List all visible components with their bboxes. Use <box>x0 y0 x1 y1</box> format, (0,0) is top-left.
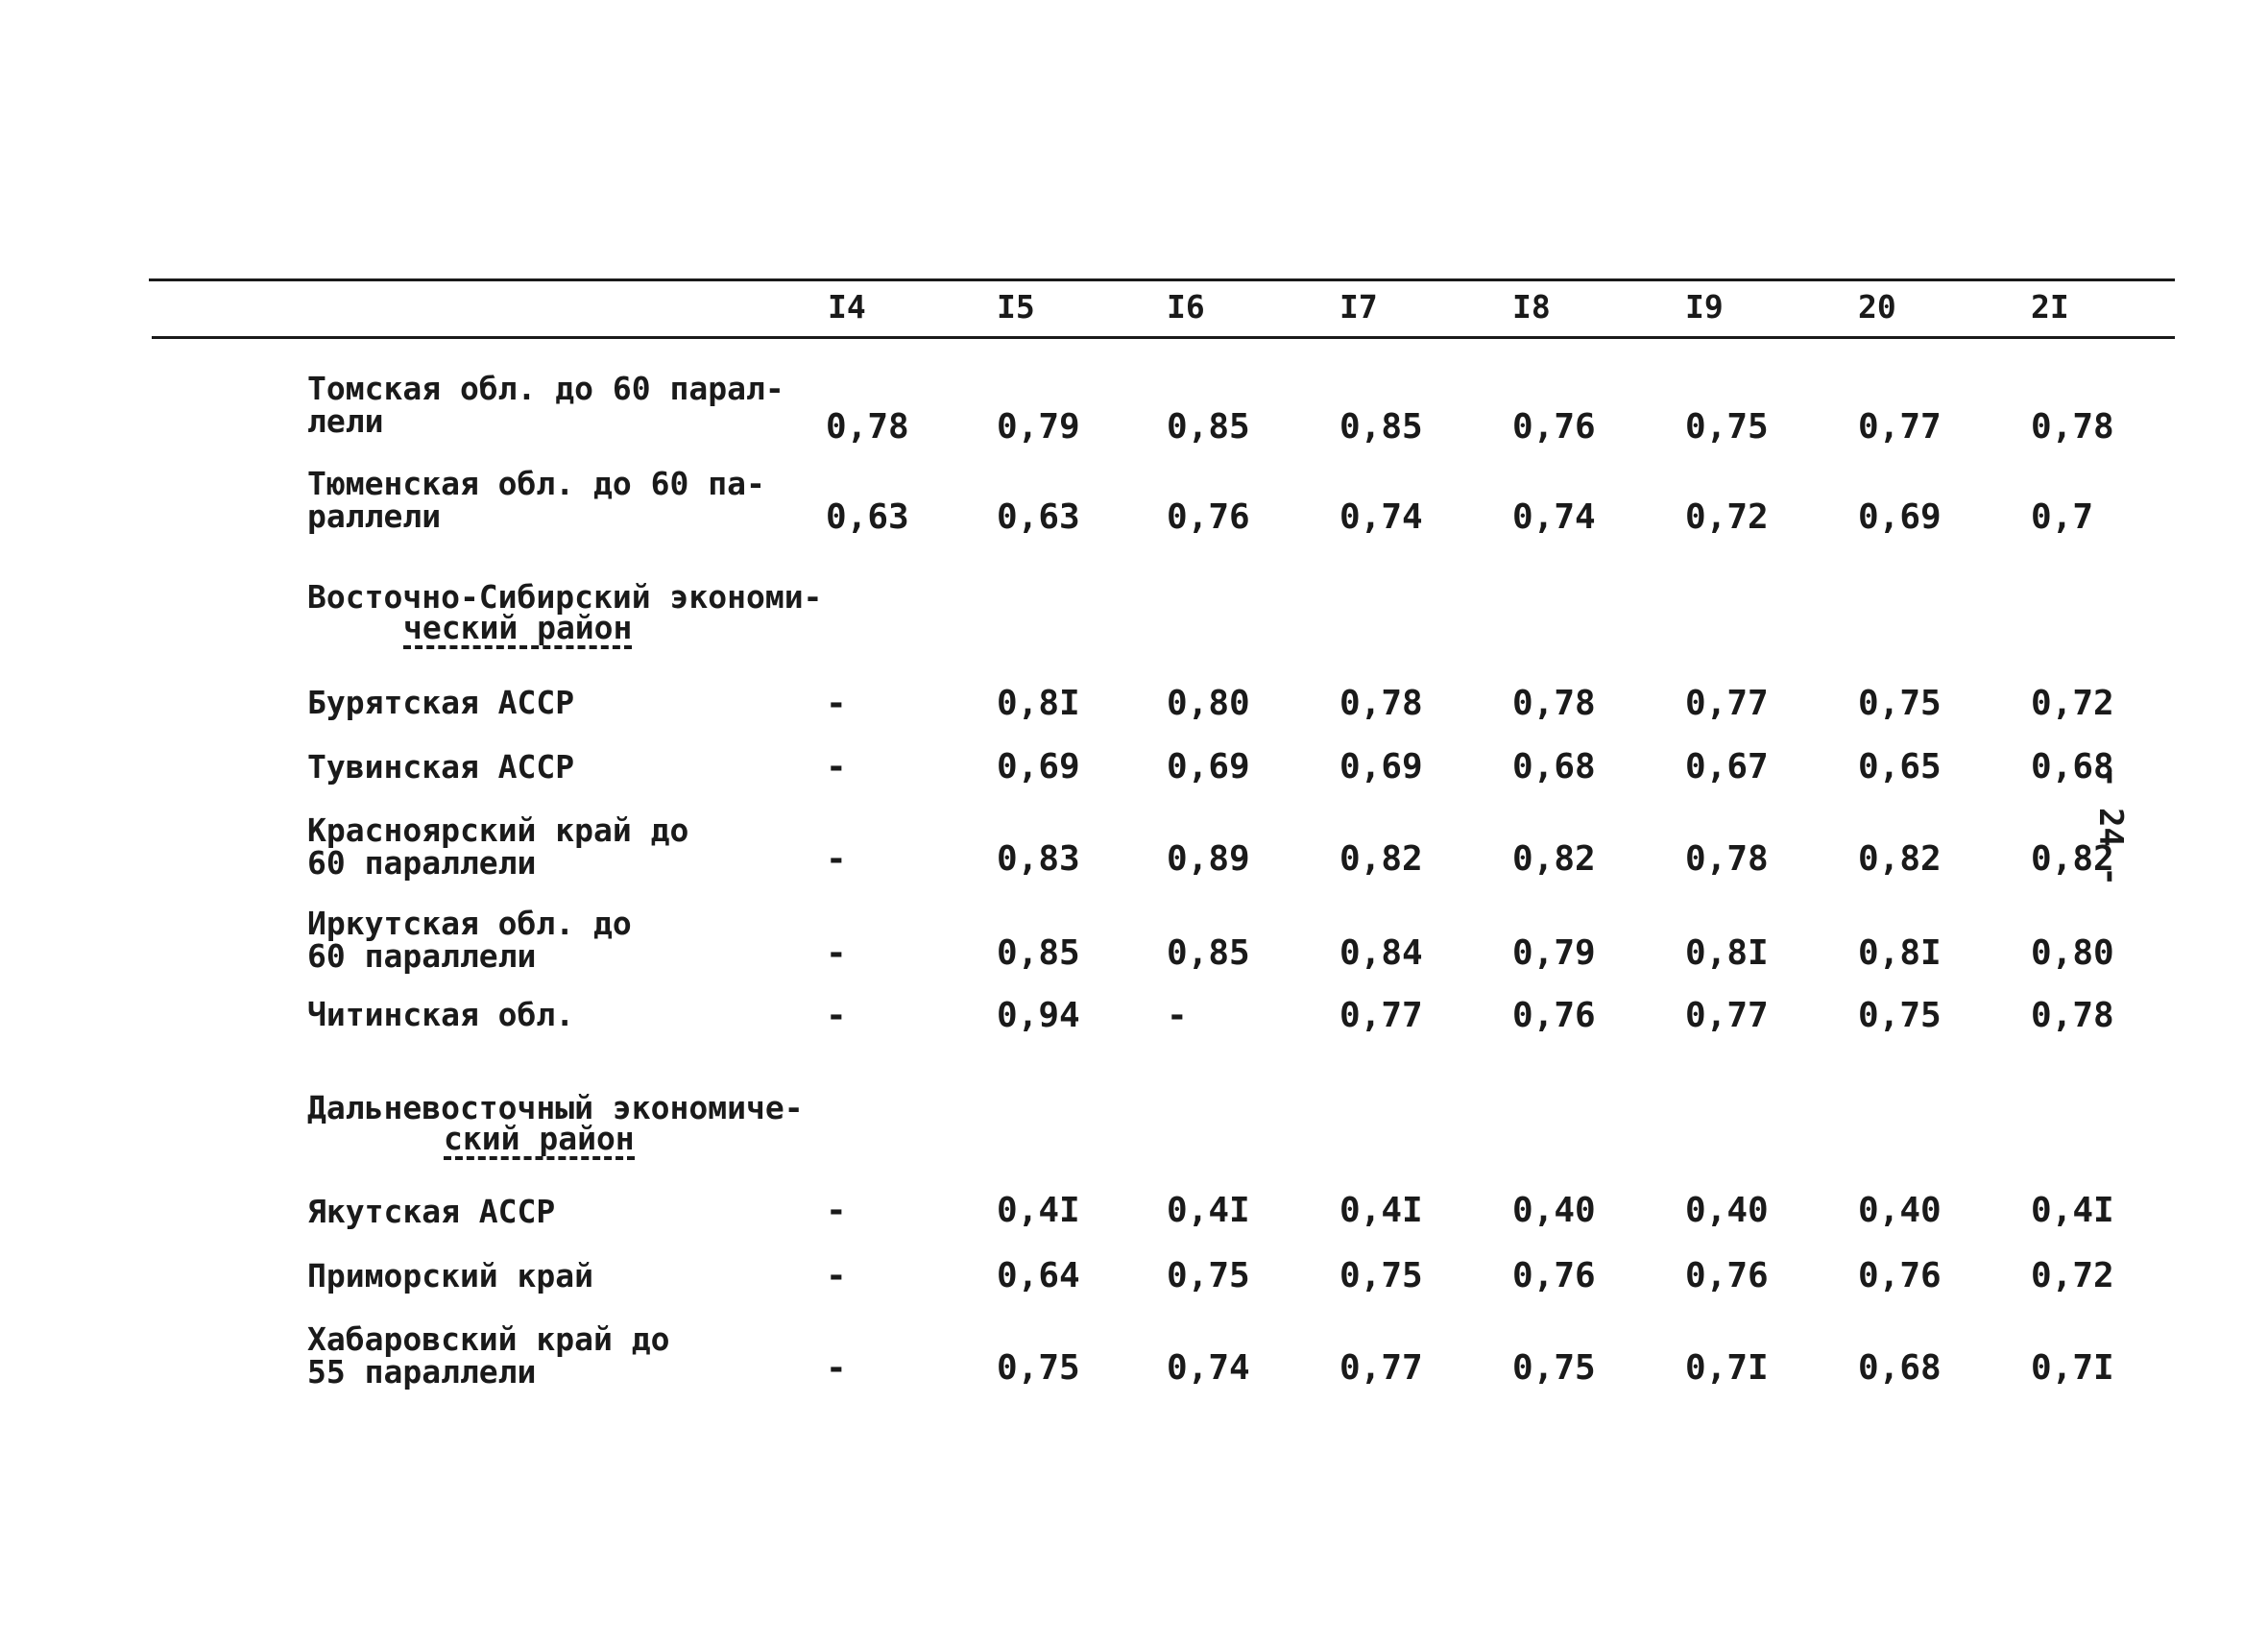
table-cell: 0,76 <box>1512 407 1596 447</box>
table-cell: 0,72 <box>2031 1256 2114 1295</box>
table-cell: - <box>826 684 847 723</box>
table-cell: 0,69 <box>1339 747 1423 786</box>
table-cell: - <box>826 1191 847 1230</box>
row-label: Якутская АССР <box>307 1193 556 1230</box>
table-cell: - <box>826 747 847 786</box>
row-label: Бурятская АССР <box>307 684 575 721</box>
table-cell: 0,7I <box>1685 1348 1769 1388</box>
table-cell: 0,75 <box>1339 1256 1423 1295</box>
row-label: Хабаровский край до 55 параллели <box>307 1320 670 1391</box>
table-cell: 0,78 <box>2031 996 2114 1035</box>
table-cell: 0,74 <box>1339 497 1423 537</box>
table-cell: 0,78 <box>1685 839 1769 879</box>
table-cell: 0,82 <box>2031 839 2114 879</box>
table-cell: 0,76 <box>1685 1256 1769 1295</box>
table-cell: 0,76 <box>1167 497 1250 537</box>
table-cell: 0,40 <box>1512 1191 1596 1230</box>
table-cell: 0,82 <box>1339 839 1423 879</box>
table-cell: 0,77 <box>1339 996 1423 1035</box>
section-heading: Дальневосточный экономиче- ский район <box>307 1093 804 1160</box>
table-cell: 0,4I <box>2031 1191 2114 1230</box>
table-cell: 0,72 <box>2031 684 2114 723</box>
table-cell: 0,40 <box>1685 1191 1769 1230</box>
table-cell: 0,77 <box>1685 996 1769 1035</box>
table-cell: 0,75 <box>1858 684 1942 723</box>
table-cell: 0,76 <box>1512 996 1596 1035</box>
table-cell: 0,76 <box>1858 1256 1942 1295</box>
table-cell: 0,80 <box>1167 684 1250 723</box>
table-cell: 0,77 <box>1339 1348 1423 1388</box>
table-cell: 0,68 <box>1858 1348 1942 1388</box>
table-cell: 0,69 <box>1858 497 1942 537</box>
table-cell: 0,75 <box>1858 996 1942 1035</box>
table-cell: 0,82 <box>1512 839 1596 879</box>
table-cell: 0,63 <box>997 497 1080 537</box>
column-header: I8 <box>1512 288 1551 326</box>
table-cell: 0,78 <box>826 407 909 447</box>
table-cell: 0,79 <box>997 407 1080 447</box>
table-cell: 0,84 <box>1339 933 1423 973</box>
table-cell: 0,7I <box>2031 1348 2114 1388</box>
table-cell: 0,77 <box>1685 684 1769 723</box>
table-cell: 0,78 <box>1339 684 1423 723</box>
row-label: Тувинская АССР <box>307 748 575 786</box>
table-cell: 0,69 <box>997 747 1080 786</box>
table-cell: 0,64 <box>997 1256 1080 1295</box>
table-cell: - <box>826 839 847 879</box>
table-cell: 0,77 <box>1858 407 1942 447</box>
column-header: I9 <box>1685 288 1724 326</box>
table-cell: 0,75 <box>1167 1256 1250 1295</box>
table-cell: 0,94 <box>997 996 1080 1035</box>
table-cell: 0,75 <box>1685 407 1769 447</box>
column-header: I6 <box>1167 288 1205 326</box>
section-heading: Восточно-Сибирский экономи- ческий район <box>307 582 822 649</box>
table-cell: 0,4I <box>1167 1191 1250 1230</box>
table-header-rule <box>152 336 2175 339</box>
table-cell: 0,65 <box>1858 747 1942 786</box>
table-cell: 0,68 <box>1512 747 1596 786</box>
table-cell: 0,8I <box>1685 933 1769 973</box>
row-label: Иркутская обл. до 60 параллели <box>307 905 632 975</box>
table-cell: 0,7 <box>2031 497 2094 537</box>
table-cell: 0,75 <box>1512 1348 1596 1388</box>
table-cell: 0,4I <box>997 1191 1080 1230</box>
table-cell: 0,75 <box>997 1348 1080 1388</box>
table-cell: 0,68 <box>2031 747 2114 786</box>
table-cell: 0,4I <box>1339 1191 1423 1230</box>
column-header: 20 <box>1858 288 1896 326</box>
table-cell: 0,40 <box>1858 1191 1942 1230</box>
row-label: Приморский край <box>307 1257 594 1294</box>
column-header: I4 <box>828 288 866 326</box>
table-cell: 0,8I <box>997 684 1080 723</box>
table-cell: 0,85 <box>1167 407 1250 447</box>
table-cell: 0,74 <box>1167 1348 1250 1388</box>
table-cell: 0,74 <box>1512 497 1596 537</box>
column-header: I7 <box>1339 288 1378 326</box>
row-label: Томская обл. до 60 парал- лели <box>307 370 784 440</box>
table-cell: 0,89 <box>1167 839 1250 879</box>
table-cell: 0,78 <box>1512 684 1596 723</box>
table-cell: - <box>826 996 847 1035</box>
table-cell: 0,69 <box>1167 747 1250 786</box>
row-label: Красноярский край до 60 параллели <box>307 811 689 882</box>
table-cell: - <box>1167 996 1188 1035</box>
table-cell: 0,85 <box>1167 933 1250 973</box>
row-label: Читинская обл. <box>307 996 575 1033</box>
table-cell: 0,67 <box>1685 747 1769 786</box>
table-cell: 0,78 <box>2031 407 2114 447</box>
table-cell: - <box>826 933 847 973</box>
column-header: 2I <box>2031 288 2069 326</box>
table-cell: 0,72 <box>1685 497 1769 537</box>
table-cell: 0,79 <box>1512 933 1596 973</box>
table-cell: 0,76 <box>1512 1256 1596 1295</box>
table-cell: 0,8I <box>1858 933 1942 973</box>
table-cell: - <box>826 1256 847 1295</box>
table-cell: 0,82 <box>1858 839 1942 879</box>
table-cell: 0,63 <box>826 497 909 537</box>
page-number: - 24 - <box>2091 768 2130 886</box>
table-cell: 0,85 <box>997 933 1080 973</box>
table-cell: 0,80 <box>2031 933 2114 973</box>
table-cell: - <box>826 1348 847 1388</box>
column-header: I5 <box>997 288 1035 326</box>
row-label: Тюменская обл. до 60 па- раллели <box>307 465 765 535</box>
table-top-rule <box>149 278 2175 281</box>
table-cell: 0,83 <box>997 839 1080 879</box>
table-cell: 0,85 <box>1339 407 1423 447</box>
